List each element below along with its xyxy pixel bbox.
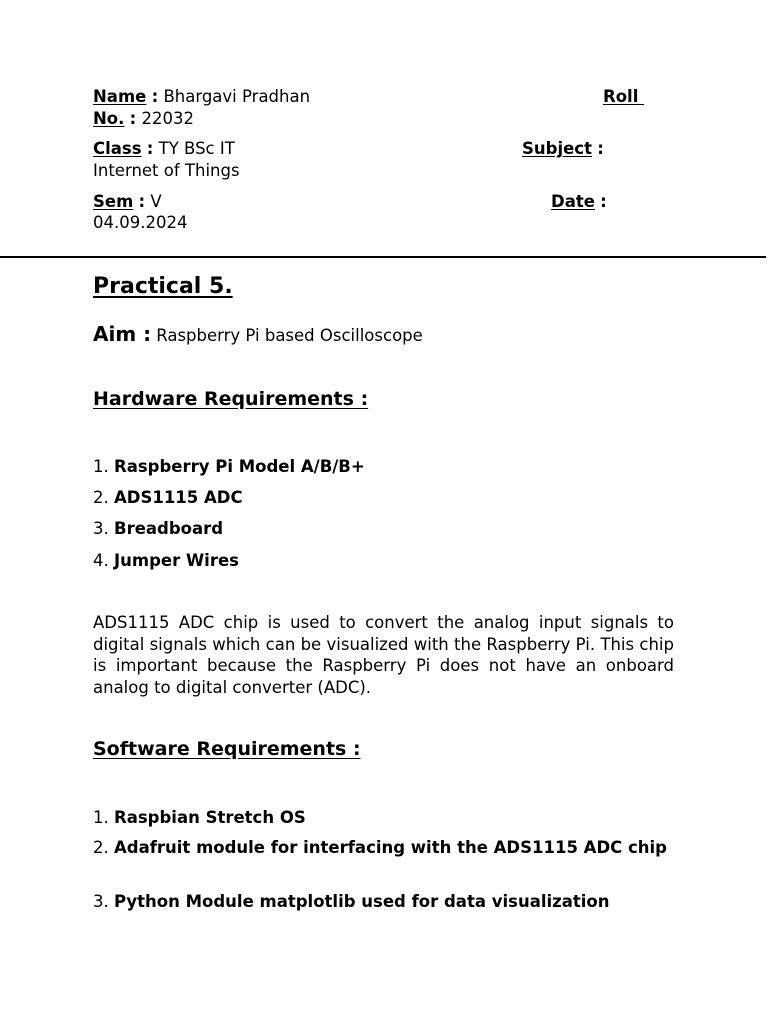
practical-title: Practical 5. <box>93 274 233 299</box>
class-colon: : <box>146 139 154 158</box>
list-item <box>93 487 243 509</box>
list-item-text: Adafruit module for interfacing with the ADS1115 ADC chip <box>114 838 667 857</box>
name-label: Name <box>93 87 147 106</box>
roll-colon: : <box>129 109 137 128</box>
roll-label-line1: Roll <box>603 87 639 106</box>
list-item-number: 1. <box>93 808 109 827</box>
roll-value: 22032 <box>141 109 195 128</box>
list-item-text: Raspbian Stretch OS <box>114 808 306 827</box>
name-value: Bhargavi Pradhan <box>163 87 311 106</box>
date-label: Date <box>551 192 595 211</box>
list-item <box>93 550 239 572</box>
list-item <box>93 456 365 478</box>
list-item-number: 4. <box>93 551 109 570</box>
list-item-text: Raspberry Pi Model A/B/B+ <box>114 457 365 476</box>
list-item-text: ADS1115 ADC <box>114 488 243 507</box>
sem-label: Sem <box>93 192 134 211</box>
roll-line <box>93 108 194 130</box>
list-item-number: 1. <box>93 457 109 476</box>
list-item <box>93 518 223 540</box>
date-label-line <box>551 191 607 213</box>
date-value: 04.09.2024 <box>93 213 188 232</box>
list-item-number: 2. <box>93 838 109 857</box>
list-item-text: Python Module matplotlib used for data visualization <box>114 892 610 911</box>
list-item-text: Breadboard <box>114 519 224 538</box>
sem-value: V <box>150 192 162 211</box>
aim-value: Raspberry Pi based Oscilloscope <box>156 326 423 345</box>
list-item <box>93 837 683 859</box>
list-item <box>93 891 610 913</box>
class-line <box>93 138 235 160</box>
list-item-number: 3. <box>93 892 109 911</box>
aim-label: Aim : <box>93 322 152 346</box>
subject-label: Subject <box>522 139 592 158</box>
class-label: Class <box>93 139 142 158</box>
subject-value: Internet of Things <box>93 161 240 180</box>
list-item <box>93 807 306 829</box>
subject-colon: : <box>597 139 604 158</box>
date-colon: : <box>600 192 607 211</box>
header-divider <box>0 256 766 258</box>
software-heading: Software Requirements : <box>93 738 361 760</box>
name-colon: : <box>151 87 159 106</box>
sem-colon: : <box>138 192 146 211</box>
subject-label-line <box>522 138 604 160</box>
roll-label-line2: No. <box>93 109 125 128</box>
list-item-text: Jumper Wires <box>114 551 239 570</box>
class-value: TY BSc IT <box>158 139 235 158</box>
aim-line <box>93 322 423 346</box>
hardware-heading: Hardware Requirements : <box>93 388 369 410</box>
list-item-number: 2. <box>93 488 109 507</box>
adc-description: ADS1115 ADC chip is used to convert the analog input signals to digital signals which can be visualized with the Raspberry Pi. This chip is important because the Raspberry Pi does not have an onboard analog to digital converter (ADC). <box>93 613 674 697</box>
list-item-number: 3. <box>93 519 109 538</box>
sem-line <box>93 191 162 213</box>
name-line <box>93 86 310 108</box>
